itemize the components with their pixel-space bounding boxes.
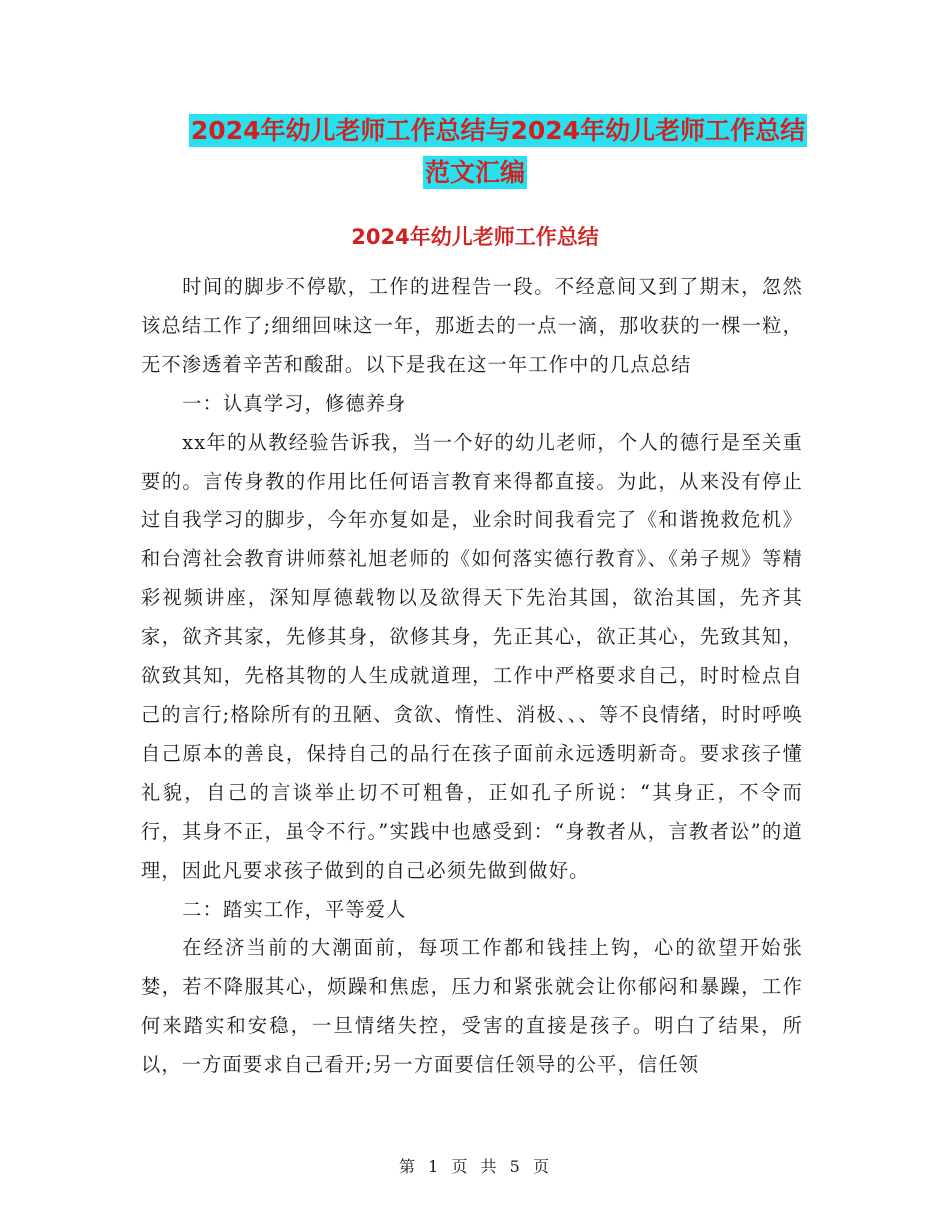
document-title-line-1 <box>0 114 950 148</box>
page-footer <box>0 1154 950 1177</box>
document-body <box>141 268 803 1085</box>
paragraph-heading-2: 二：踏实工作，平等爱人 <box>182 897 407 921</box>
paragraph-section-1: xx年的从教经验告诉我，当一个好的幼儿老师，个人的德行是至关重要的。言传身教的作用比任何语言教育来得都直接。为此，从来没有停止过自我学习的脚步，今年亦复如是，业余时间我看完了《和谐挽救危机》和台湾社会教育讲师蔡礼旭老师的《如何落实德行教育》、《弟子规》等精彩视频讲座，深知厚德载物以及欲得天下先治其国，欲治其国，先齐其家，欲齐其家，先修其身，欲修其身，先正其心，欲正其心，先致其知，欲致其知，先格其物的人生成就道理，工作中严格要求自己，时时检点自己的言行;格除所有的丑陋、贪欲、惰性、消极、、、等不良情绪，时时呼唤自己原本的善良，保持自己的品行在孩子面前永远透明新奇。要求孩子懂礼貌，自己的言谈举止切不可粗鲁，正如孔子所说：“其身正，不令而行，其身不正，虽令不行。”实践中也感受到：“身教者从，言教者讼”的道理，因此凡要求孩子做到的自己必须先做到做好。 <box>141 430 803 882</box>
footer-di: 第 <box>399 1157 418 1176</box>
footer-total-pages: 5 <box>509 1157 522 1176</box>
paragraph-heading-1: 一：认真学习，修德养身 <box>182 391 407 415</box>
section-subtitle: 2024年幼儿老师工作总结 <box>351 225 599 249</box>
footer-ye-2: 页 <box>532 1157 551 1176</box>
footer-page-number: 1 <box>428 1157 441 1176</box>
footer-ye: 页 <box>451 1157 470 1176</box>
title-highlight-2: 范文汇编 <box>424 158 525 187</box>
document-title-line-2 <box>0 156 950 190</box>
title-highlight-1: 2024年幼儿老师工作总结与2024年幼儿老师工作总结 <box>190 116 806 145</box>
paragraph-section-2: 在经济当前的大潮面前，每项工作都和钱挂上钩，心的欲望开始张婪，若不降服其心，烦躁和焦虑，压力和紧张就会让你郁闷和暴躁，工作何来踏实和安稳，一旦情绪失控，受害的直接是孩子。明白了结果，所以，一方面要求自己看开;另一方面要信任领导的公平，信任领 <box>141 936 803 1077</box>
paragraph-intro: 时间的脚步不停歇，工作的进程告一段。不经意间又到了期末，忽然该总结工作了;细细回味这一年，那逝去的一点一滴，那收获的一棵一粒，无不渗透着辛苦和酸甜。以下是我在这一年工作中的几点总结 <box>141 275 803 376</box>
footer-gong: 共 <box>480 1157 499 1176</box>
